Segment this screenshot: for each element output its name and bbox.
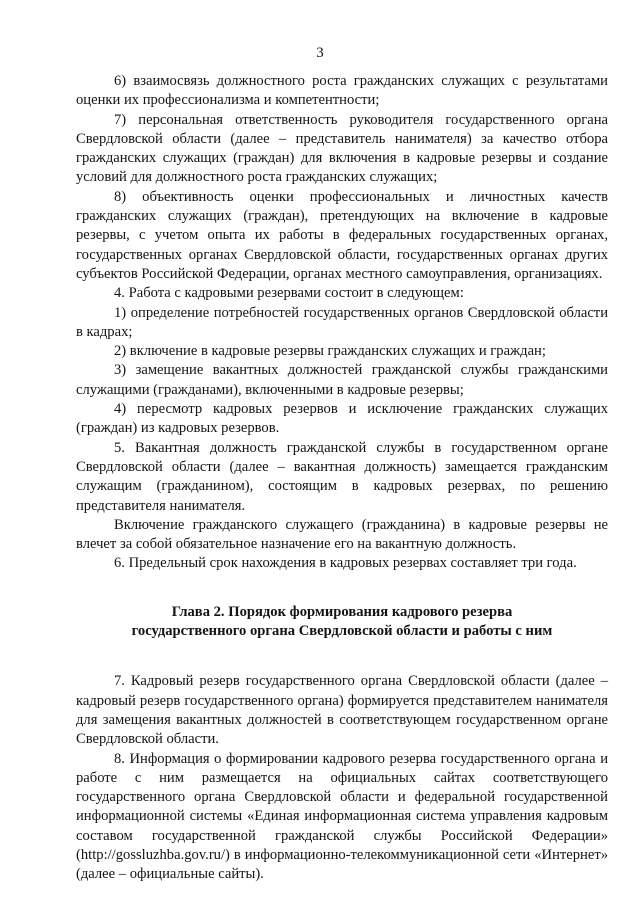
paragraph-clause-5: 5. Вакантная должность гражданской службы в государственном органе Свердловской области (далее – вакантная должность) замещается гражданским служащим (гражданином), состоящим в кадровых резервах, по решению представителя нанимателя. bbox=[76, 439, 608, 514]
paragraph-clause-4: 4. Работа с кадровыми резервами состоит в следующем: bbox=[114, 285, 464, 302]
chapter-heading bbox=[76, 603, 608, 642]
paragraph-clause-8: 8. Информация о формировании кадрового резерва государственного органа и работе с ним размещается на официальных сайтах соответствующего государственного органа Свердловской области и федеральной государственной информационной системы «Единая информационная система управления кадровым составом государственной гражданской службы Российской Федерации» (http://gossluzhba.gov.ru/) в информационно-телекоммуникационной сети «Интернет» (далее – официальные сайты). bbox=[76, 750, 608, 883]
document-body bbox=[76, 72, 608, 885]
paragraph-clause-7: 7. Кадровый резерв государственного органа Свердловской области (далее – кадровый резерв государственного органа) формируется представителем нанимателя для замещения вакантных должностей в соответствующем государственном органе Свердловской области. bbox=[76, 673, 608, 748]
chapter-heading-line2: государственного органа Свердловской области и работы с ним bbox=[131, 623, 553, 640]
paragraph-clause-4-item-2: 2) включение в кадровые резервы гражданских служащих и граждан; bbox=[114, 343, 546, 360]
paragraph-clause-4-item-4: 4) пересмотр кадровых резервов и исключение гражданских служащих (граждан) из кадровых резервов. bbox=[76, 401, 608, 437]
paragraph-clause-6: 6. Предельный срок нахождения в кадровых резервах составляет три года. bbox=[114, 555, 577, 572]
page-number: 3 bbox=[316, 45, 324, 61]
paragraph-item-8: 8) объективность оценки профессиональных и личностных качеств гражданских служащих (граждан), претендующих на включение в кадровые резервы, с учетом опыта их работы в федеральных государственных органах, государственных органах Свердловской области, государственных органах других субъектов Российской Федерации, органах местного самоуправления, организациях. bbox=[76, 188, 608, 282]
chapter-heading-line1: Глава 2. Порядок формирования кадрового резерва bbox=[171, 603, 513, 620]
paragraph-item-6: 6) взаимосвязь должностного роста гражданских служащих с результатами оценки их профессионализма и компетентности; bbox=[76, 73, 608, 109]
paragraph-clause-5-note: Включение гражданского служащего (гражданина) в кадровые резервы не влечет за собой обязательное назначение его на вакантную должность. bbox=[76, 516, 608, 553]
paragraph-clause-4-item-3: 3) замещение вакантных должностей гражданской службы гражданскими служащими (гражданами), включенными в кадровые резервы; bbox=[76, 362, 608, 398]
paragraph-item-7: 7) персональная ответственность руководителя государственного органа Свердловской области (далее – представитель нанимателя) за качество отбора гражданских служащих (граждан) для включения в кадровые резервы и создание условий для должностного роста гражданских служащих; bbox=[76, 111, 608, 186]
paragraph-clause-4-item-1: 1) определение потребностей государственных органов Свердловской области в кадрах; bbox=[76, 304, 608, 340]
